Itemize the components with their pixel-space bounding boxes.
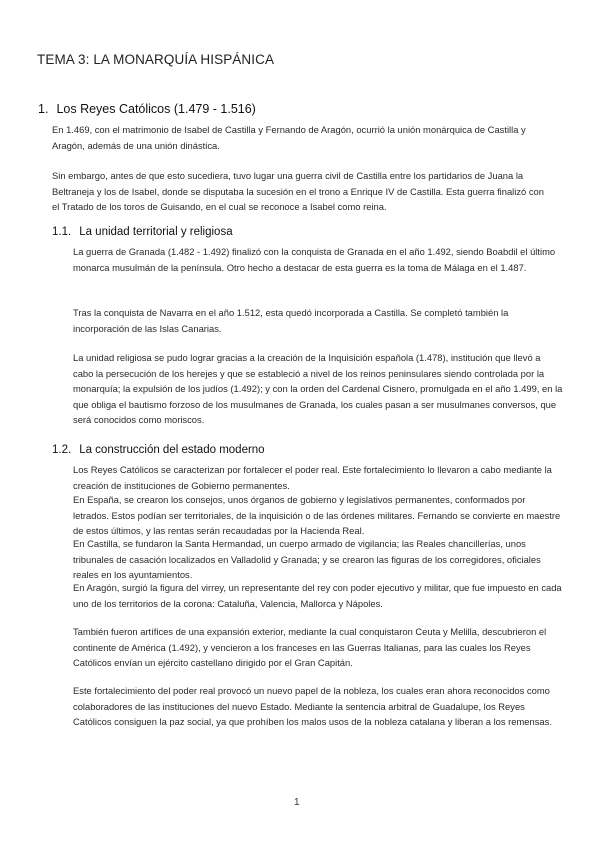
paragraph: Los Reyes Católicos se caracterizan por fortalecer el poder real. Este fortalecimiento lo llevaron a cabo mediante la creación de instituciones de Gobierno permanentes.	[73, 464, 552, 491]
paragraph: La unidad religiosa se pudo lograr gracias a la creación de la Inquisición española (1.478), institución que llevó a cabo la persecución de los herejes y que se estableció a nivel de los reinos peninsulares siendo controlada por la monarquía; la expulsión de los judíos (1.492); y con la orden del Cardenal Cisnero, promulgada en el año 1.499, en la que obliga el bautismo forzoso de los musulmanes de Granada, los cuales pasan a ser musulmanes conversos, que será conocidos como moriscos.	[73, 352, 563, 425]
paragraph: También fueron artífices de una expansión exterior, mediante la cual conquistaron Ceuta y Melilla, descubrieron el continente de América (1.492), y vencieron a los franceses en las Guerras Italianas, para las cuales los Reyes Católicos envían un ejército castellano dirigido por el Gran Capitán.	[73, 626, 547, 668]
paragraph: En 1.469, con el matrimonio de Isabel de Castilla y Fernando de Aragón, ocurrió la unión monárquica de Castilla y Aragón, además de una unión dinástica.	[52, 124, 526, 151]
section-1-1-heading	[52, 226, 233, 238]
paragraph: Tras la conquista de Navarra en el año 1.512, esta quedó incorporada a Castilla. Se completó también la incorporación de las Islas Canarias.	[73, 307, 509, 334]
section-1-2-number: 1.2.	[52, 444, 72, 456]
section-1-1-title: La unidad territorial y religiosa	[79, 226, 233, 238]
page-number: 1	[294, 797, 300, 808]
section-1-2-heading	[52, 444, 265, 456]
paragraph: En Castilla, se fundaron la Santa Hermandad, un cuerpo armado de vigilancia; las Reales chancillerías, unos tribunales de casación localizados en Valladolid y Granada; y se crearon las figuras de los corregidores, oficiales reales en los ayuntamientos.	[73, 538, 541, 580]
paragraph: En Aragón, surgió la figura del virrey, un representante del rey con poder ejecutivo y militar, que fue impuesto en cada uno de los territorios de la corona: Cataluña, Valencia, Mallorca y Nápoles.	[73, 582, 562, 609]
section-1-heading	[38, 102, 256, 116]
paragraph: Este fortalecimiento del poder real provocó un nuevo papel de la nobleza, los cuales eran ahora reconocidos como colaboradores de las instituciones del nuevo Estado. Mediante la sentencia arbitral de Guadalupe, los Reyes Católicos consiguen la paz social, ya que prohíben los malos usos de la nobleza catalana y liberan a los remensas.	[73, 685, 552, 727]
paragraph: En España, se crearon los consejos, unos órganos de gobierno y legislativos permanentes, conformados por letrados. Estos podían ser territoriales, de la inquisición o de las órdenes militares. Fernando se convierte en maestre de estos últimos, y las rentas serán recaudadas por la Hacienda Real.	[73, 494, 561, 536]
section-1-2-title: La construcción del estado moderno	[79, 444, 265, 456]
document-title: TEMA 3: LA MONARQUÍA HISPÁNICA	[37, 52, 275, 67]
section-1-number: 1.	[38, 102, 49, 116]
section-1-title: Los Reyes Católicos (1.479 - 1.516)	[56, 102, 256, 116]
section-1-1-number: 1.1.	[52, 226, 72, 238]
paragraph: La guerra de Granada (1.482 - 1.492) finalizó con la conquista de Granada en el año 1.492, siendo Boabdil el último monarca musulmán de la península. Otro hecho a destacar de esta guerra es la toma de Málaga en el 1.487.	[73, 246, 556, 273]
paragraph: Sin embargo, antes de que esto sucediera, tuvo lugar una guerra civil de Castilla entre los partidarios de Juana la Beltraneja y los de Isabel, donde se disputaba la sucesión en el trono a Enrique IV de Castilla. Esta guerra finalizó con el Tratado de los toros de Guisando, en el cual se reconoce a Isabel como reina.	[52, 170, 544, 212]
